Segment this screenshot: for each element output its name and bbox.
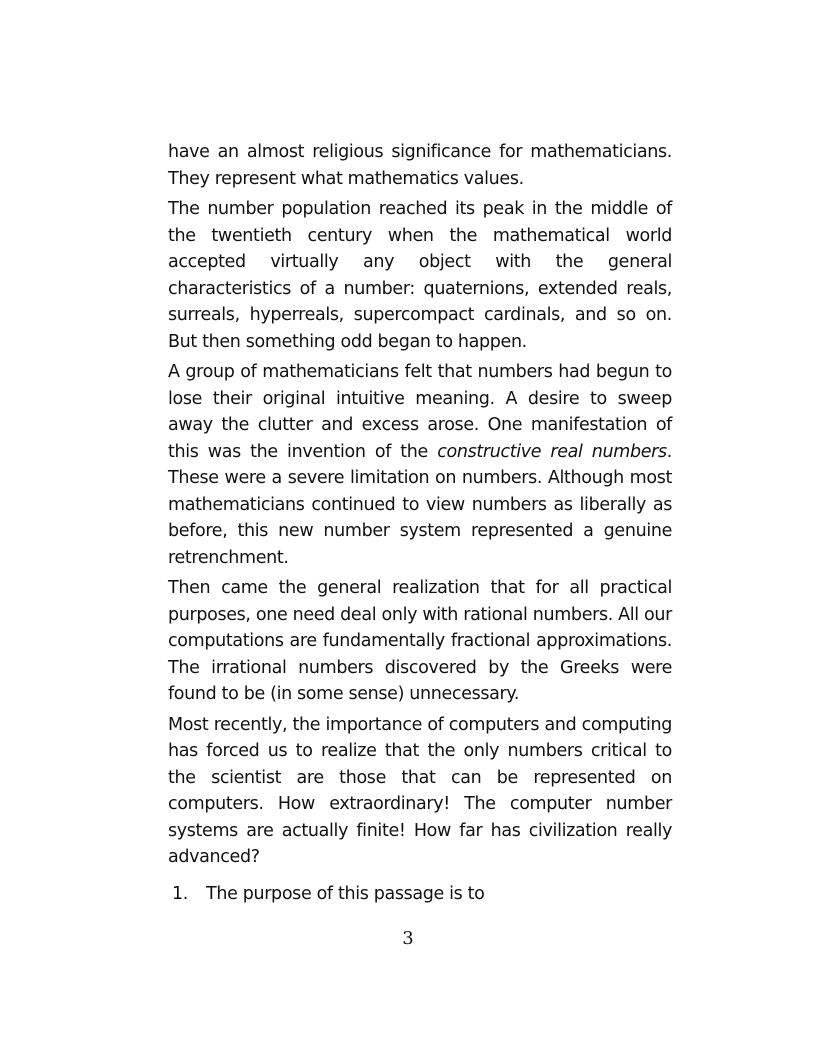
question-text: The purpose of this passage is to: [206, 883, 485, 904]
paragraph-4: Then came the general realization that for all practical purposes, one need deal only with rational numbers. All our computations are fundamentally fractional approximations. The irrational numbers discovered by the Greeks were found to be (in some sense) unnecessary.: [168, 578, 672, 704]
paragraph-3-before: A group of mathematicians felt that numbers had begun to lose their original intuitive meaning. A desire to sweep away the clutter and excess arose. One manifestation of this was the invention of the: [168, 362, 672, 462]
document-page: [168, 139, 672, 907]
page-number: 3: [402, 928, 414, 949]
paragraph-3-after: . These were a severe limitation on numbers. Although most mathematicians continued to view numbers as liberally as before, this new number system represented a genuine retrenchment.: [168, 441, 672, 568]
paragraph-1: have an almost religious significance for mathematicians. They represent what mathematics values.: [168, 142, 672, 189]
paragraph-2: The number population reached its peak in the middle of the twentieth century when the mathematical world accepted virtually any object with the general characteristics of a number: quaternions, extended reals, surreals, hyperreals, supercompact cardinals, and so on. But then something odd began to happen.: [168, 199, 672, 352]
paragraph-3: [168, 359, 672, 571]
paragraph-5: Most recently, the importance of computers and computing has forced us to realize that the only numbers critical to the scientist are those that can be represented on computers. How extraordinary! The computer number systems are actually finite! How far has civilization really advanced?: [168, 714, 672, 867]
emphasized-term: constructive real numbers: [437, 441, 667, 462]
question-number: 1.: [172, 883, 188, 904]
question-item: [168, 881, 672, 908]
